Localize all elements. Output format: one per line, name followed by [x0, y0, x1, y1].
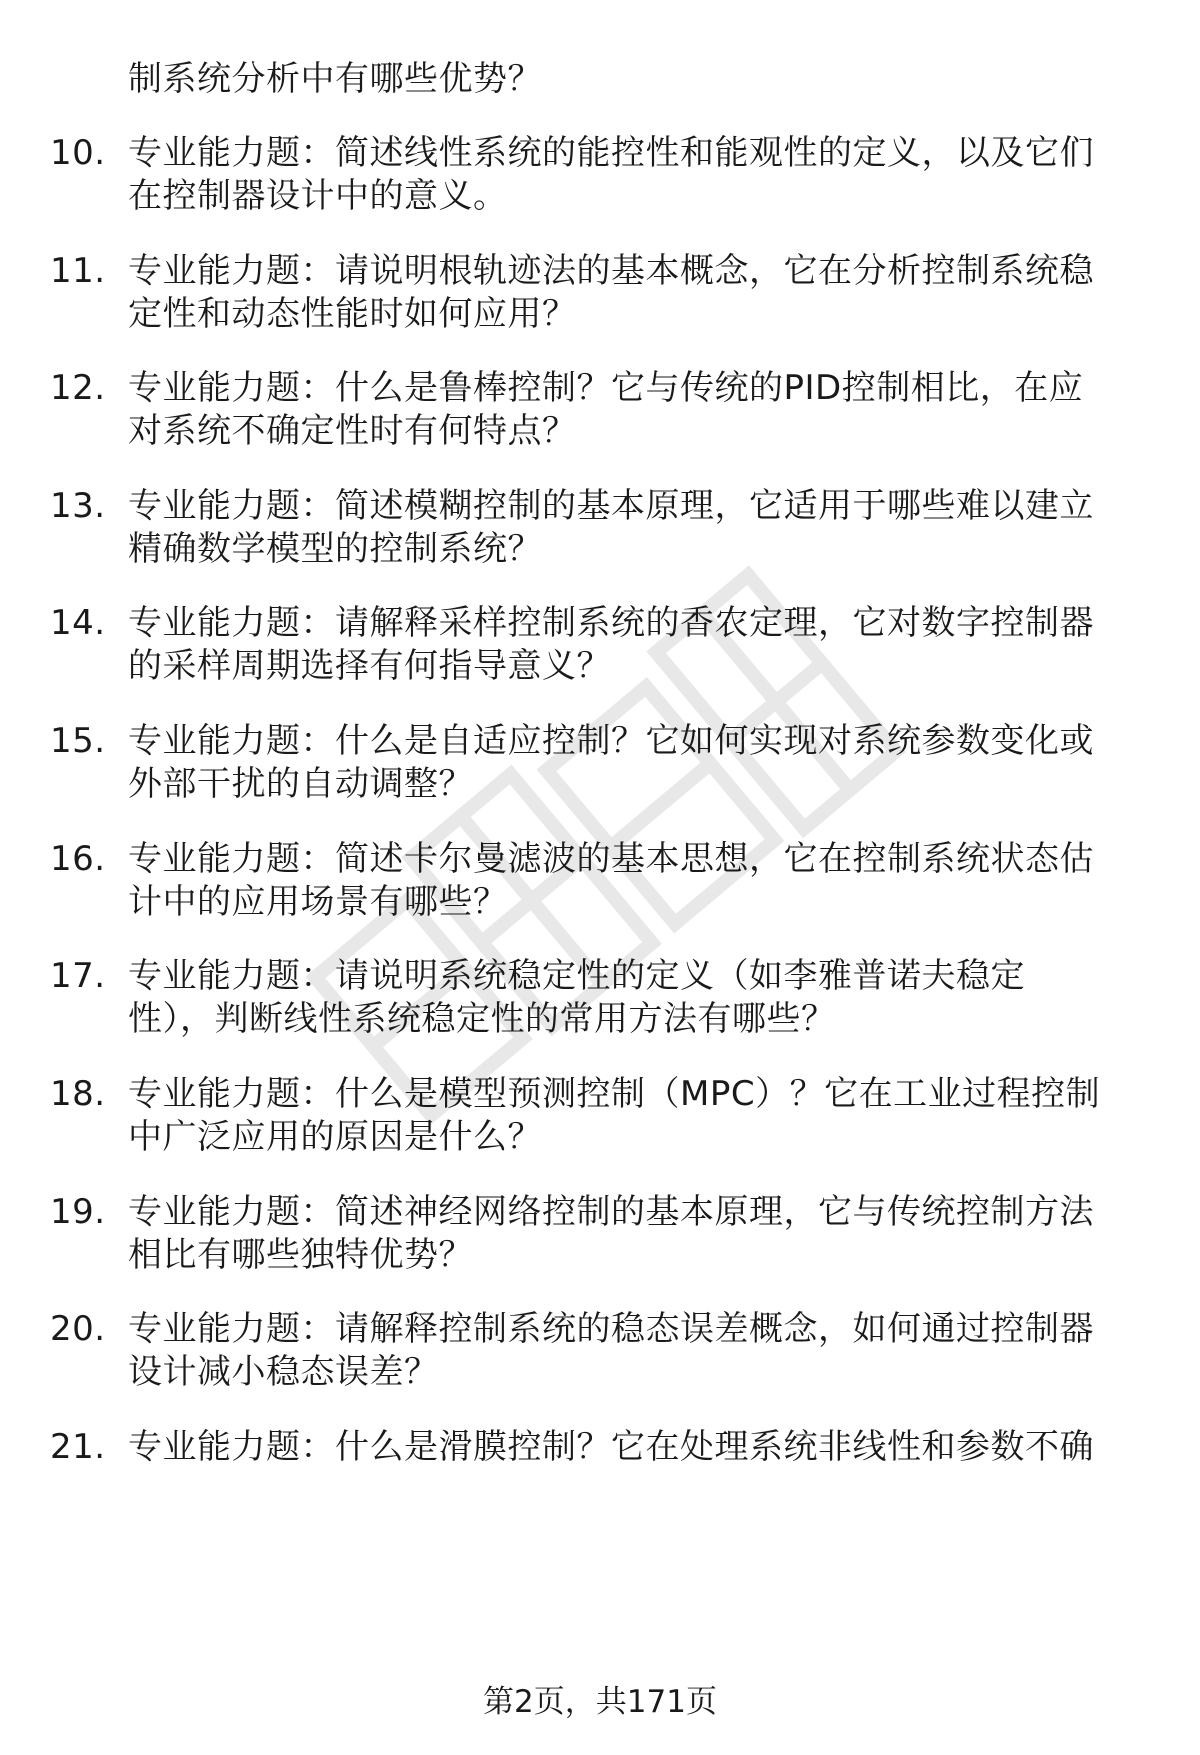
question-line: 专业能力题：什么是模型预测控制（MPC）？它在工业过程控制	[128, 1074, 1101, 1114]
question-line: 专业能力题：请说明系统稳定性的定义（如李雅普诺夫稳定	[128, 956, 1025, 996]
question-line: 专业能力题：什么是鲁棒控制？它与传统的PID控制相比，在应	[128, 368, 1084, 408]
question-number: 16.	[50, 839, 106, 879]
question-line: 性），判断线性系统稳定性的常用方法有哪些？	[128, 999, 836, 1039]
question-number: 12.	[50, 368, 106, 408]
question-line: 对系统不确定性时有何特点？	[128, 411, 577, 451]
question-number: 10.	[50, 133, 106, 173]
question-line: 精确数学模型的控制系统？	[128, 529, 542, 569]
question-line: 相比有哪些独特优势？	[128, 1235, 473, 1275]
question-number: 19.	[50, 1192, 106, 1232]
question-line: 的采样周期选择有何指导意义？	[128, 646, 611, 686]
question-number: 17.	[50, 956, 106, 996]
question-line: 外部干扰的自动调整？	[128, 764, 473, 804]
question-line: 专业能力题：简述卡尔曼滤波的基本思想，它在控制系统状态估	[128, 839, 1094, 879]
question-number: 20.	[50, 1309, 106, 1349]
question-number: 15.	[50, 721, 106, 761]
question-line: 专业能力题：请说明根轨迹法的基本概念，它在分析控制系统稳	[128, 251, 1094, 291]
page-footer: 第2页，共171页	[483, 1684, 717, 1720]
question-line: 中广泛应用的原因是什么？	[128, 1117, 542, 1157]
question-line: 在控制器设计中的意义。	[128, 176, 508, 216]
question-line: 专业能力题：什么是自适应控制？它如何实现对系统参数变化或	[128, 721, 1094, 761]
question-number: 18.	[50, 1074, 106, 1114]
continued-question-line: 制系统分析中有哪些优势？	[128, 59, 542, 99]
question-line: 专业能力题：请解释采样控制系统的香农定理，它对数字控制器	[128, 603, 1094, 643]
question-number: 11.	[50, 251, 106, 291]
question-line: 定性和动态性能时如何应用？	[128, 294, 577, 334]
question-line: 专业能力题：简述线性系统的能控性和能观性的定义，以及它们	[128, 133, 1094, 173]
question-number: 21.	[50, 1427, 106, 1467]
question-number: 13.	[50, 486, 106, 526]
question-line: 专业能力题：请解释控制系统的稳态误差概念，如何通过控制器	[128, 1309, 1094, 1349]
question-line: 专业能力题：什么是滑膜控制？它在处理系统非线性和参数不确	[128, 1427, 1094, 1467]
question-line: 计中的应用场景有哪些？	[128, 882, 508, 922]
question-line: 专业能力题：简述模糊控制的基本原理，它适用于哪些难以建立	[128, 486, 1094, 526]
question-number: 14.	[50, 603, 106, 643]
question-line: 专业能力题：简述神经网络控制的基本原理，它与传统控制方法	[128, 1192, 1094, 1232]
question-line: 设计减小稳态误差？	[128, 1352, 439, 1392]
